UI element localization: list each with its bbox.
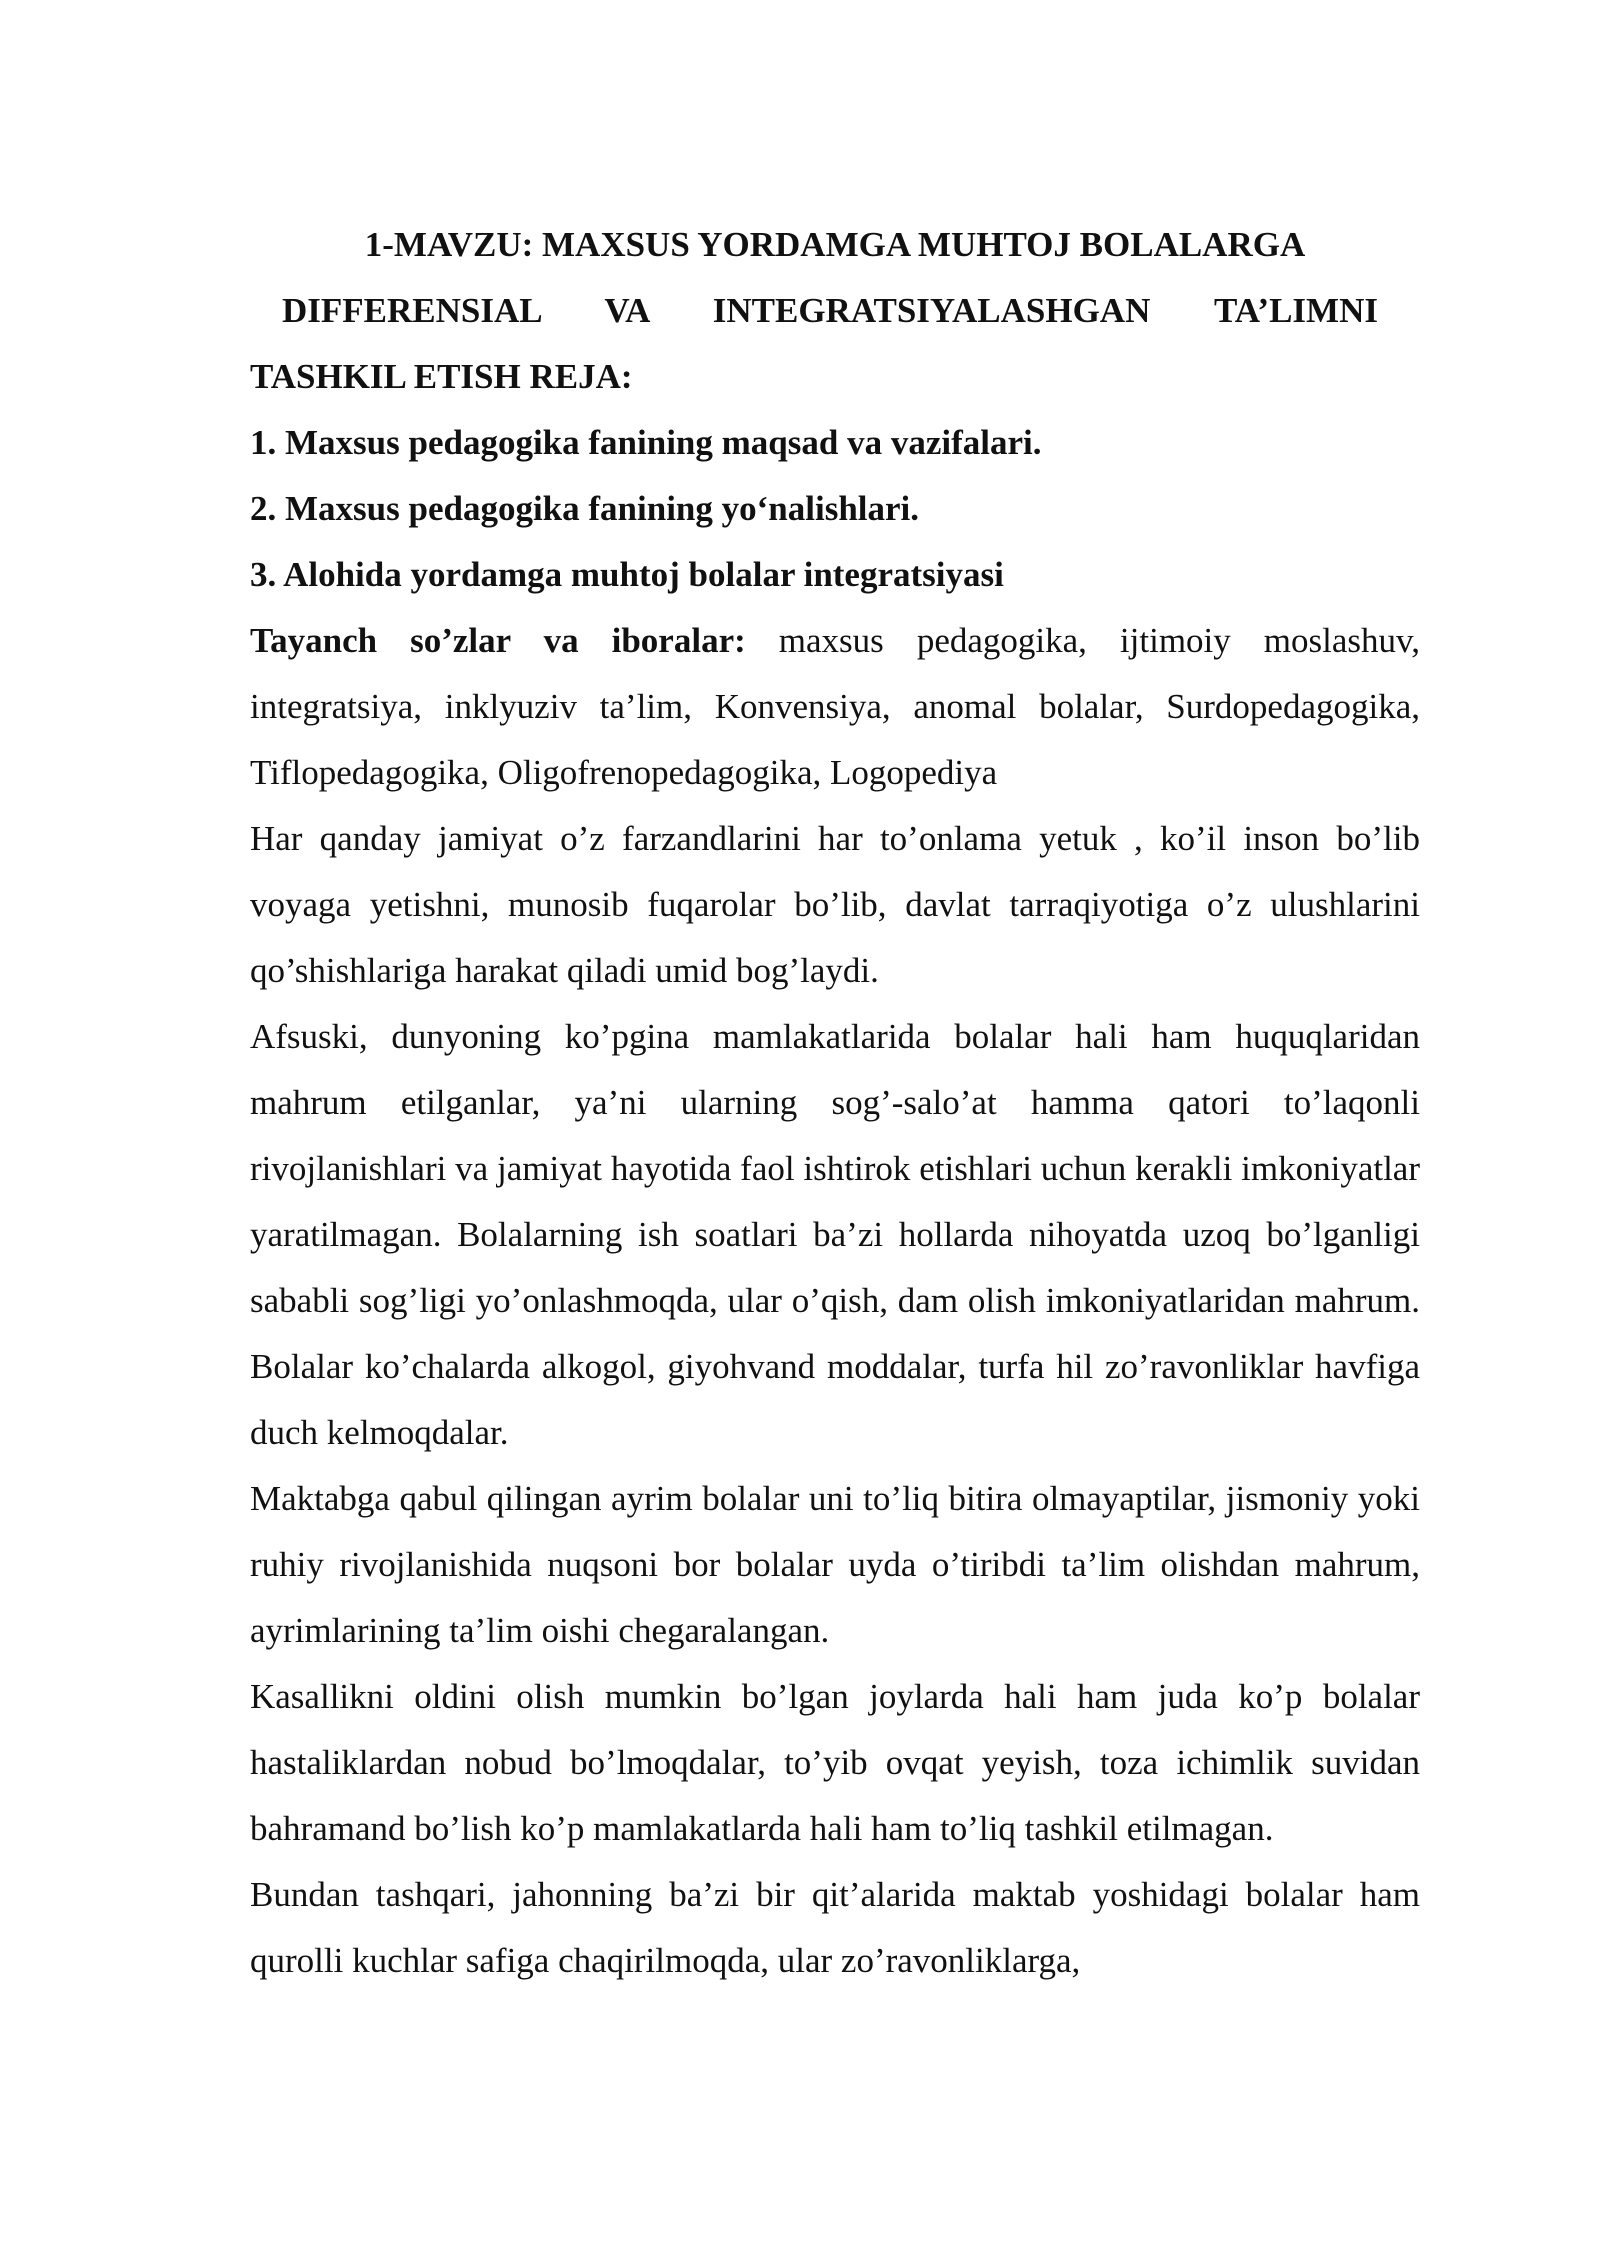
paragraph-1: Har qanday jamiyat o’z farzandlarini har to’onlama yetuk , ko’il inson bo’lib voyaga yetishni, munosib fuqarolar bo’lib, davlat tarraqiyotiga o’z ulushlarini qo’shishlariga harakat qiladi umid bog’laydi. [250,819,1420,990]
paragraph-3: Maktabga qabul qilingan ayrim bolalar uni to’liq bitira olmayaptilar, jismoniy yoki ruhiy rivojlanishida nuqsoni bor bolalar uyda o’tiribdi ta’lim olishdan mahrum, ayrimlarining ta’lim oishi chegaralangan. [250,1479,1420,1650]
title-line-3: TASHKIL ETISH REJA: [250,357,633,396]
plan-item-1: 1. Maxsus pedagogika fanining maqsad va vazifalari. [250,423,1042,462]
paragraph-4: Kasallikni oldini olish mumkin bo’lgan joylarda hali ham juda ko’p bolalar hastaliklardan nobud bo’lmoqdalar, to’yib ovqat yeyish, toza ichimlik suvidan bahramand bo’lish ko’p mamlakatlarda hali ham to’liq tashkil etilmagan. [250,1677,1420,1848]
document-body [250,212,1420,1994]
title-line-2: DIFFERENSIAL VA INTEGRATSIYALASHGAN TA’LIMNI [282,291,1378,330]
keywords-paragraph [250,608,1420,806]
keywords-label: Tayanch so’zlar va iboralar: [250,621,746,660]
plan-item-2: 2. Maxsus pedagogika fanining yo‘nalishlari. [250,489,920,528]
paragraph-5: Bundan tashqari, jahonning ba’zi bir qit’alarida maktab yoshidagi bolalar ham qurolli kuchlar safiga chaqirilmoqda, ular zo’ravonliklarga, [250,1875,1420,1980]
plan-item-3: 3. Alohida yordamga muhtoj bolalar integratsiyasi [250,555,1004,594]
title-line-1: 1-MAVZU: MAXSUS YORDAMGA MUHTOJ BOLALARGA [364,225,1306,264]
paragraph-2: Afsuski, dunyoning ko’pgina mamlakatlarida bolalar hali ham huquqlaridan mahrum etilganlar, ya’ni ularning sog’-salo’at hamma qatori to’laqonli rivojlanishlari va jamiyat hayotida faol ishtirok etishlari uchun kerakli imkoniyatlar yaratilmagan. Bolalarning ish soatlari ba’zi hollarda nihoyatda uzoq bo’lganligi sababli sog’ligi yo’onlashmoqda, ular o’qish, dam olish imkoniyatlaridan mahrum. Bolalar ko’chalarda alkogol, giyohvand moddalar, turfa hil zo’ravonliklar havfiga duch kelmoqdalar. [250,1017,1420,1452]
keywords-text: maxsus pedagogika, ijtimoiy moslashuv, integratsiya, inklyuziv ta’lim, Konvensiya, anomal bolalar, Surdopedagogika, Tiflopedagogika, Oligofrenopedagogika, Logopediya [250,621,1420,792]
